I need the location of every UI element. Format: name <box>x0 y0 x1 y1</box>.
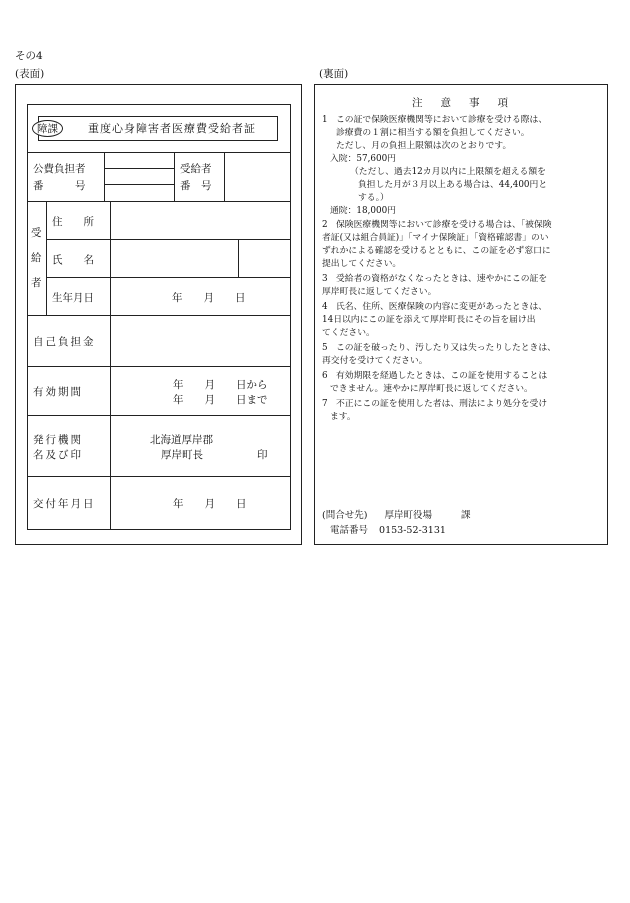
note-2: 2 保険医療機関等において診療を受ける場合は、「被保険 者証(又は組合員証)」「マイナ保険証」「資格確認書」のい ずれかによる確認を受けるとともに、この証を必ず窓口に 提出してください。 <box>322 220 552 269</box>
validity-label: 有効期間 <box>33 386 83 398</box>
note-1-inpatient: 入院：57,600円 <box>330 154 396 164</box>
phone-number: 0153-52-3131 <box>379 525 446 536</box>
recipient-group-char-3: 者 <box>31 277 42 289</box>
note-1-inpatient-detail: （ただし、過去12カ月以内に上限額を超える額を 負担した月が３月以上ある場合は、44,400円と する。） <box>350 167 548 203</box>
back-side-label: (裏面) <box>319 68 349 80</box>
note-4: 4 氏名、住所、医療保険の内容に変更があったときは、 14日以内にこの証を添えて厚岸町長にその旨を届け出 てください。 <box>322 302 548 338</box>
notice-title: 注 意 事 項 <box>412 97 510 109</box>
note-3: 3 受給者の資格がなくなったときは、速やかにこの証を 厚岸町長に返してください。 <box>322 274 548 297</box>
issue-date-value: 年 月 日 <box>173 498 247 510</box>
phone-label: 電話番号 <box>330 525 369 536</box>
note-1: 1 この証で保険医療機関等において診療を受ける際は、 診療費の１割に相当する額を負担してください。 ただし、月の負担上限額は次のとおりです。 <box>322 115 548 151</box>
issuer-label-1: 発行機関 <box>33 434 83 446</box>
issuer-seal: 印 <box>257 449 268 461</box>
note-5: 5 この証を破ったり、汚したり又は失ったりしたときは、 再交付を受けてください。 <box>322 343 556 366</box>
title-badge: 障課 <box>32 120 63 137</box>
name-label: 氏 名 <box>52 254 94 266</box>
address-label: 住 所 <box>52 216 94 228</box>
contact-block <box>322 508 471 538</box>
issuer-value-1: 北海道厚岸郡 <box>150 434 213 446</box>
page-label: その4 <box>15 50 43 62</box>
issuer-value-2: 厚岸町長 <box>161 449 203 461</box>
certificate-title: 重度心身障害者医療費受給者証 <box>88 122 256 135</box>
birthdate-label: 生年月日 <box>52 292 94 304</box>
note-1-outpatient: 通院：18,000円 <box>330 206 396 216</box>
note-7: 7 不正にこの証を使用した者は、刑法により処分を受け ます。 <box>322 399 548 422</box>
issuer-label-2: 名及び印 <box>33 449 83 461</box>
notes-list <box>322 114 604 424</box>
issue-date-label: 交付年月日 <box>33 498 96 510</box>
recipient-number-label-2: 番 号 <box>180 180 212 192</box>
note-6: 6 有効期限を経過したときは、この証を使用することは できません。速やかに厚岸町長に返してください。 <box>322 371 548 394</box>
burden-number-label-1: 公費負担者 <box>33 163 86 175</box>
recipient-group-char-2: 給 <box>31 252 42 264</box>
recipient-group-char-1: 受 <box>31 227 42 239</box>
validity-to: 年 月 日まで <box>173 394 268 406</box>
contact-label: (問合せ先) <box>322 510 368 521</box>
contact-office: 厚岸町役場 <box>384 510 432 521</box>
burden-number-label-2: 番 号 <box>33 180 86 192</box>
contact-section: 課 <box>461 510 471 521</box>
recipient-number-label-1: 受給者 <box>180 163 212 175</box>
copay-label: 自己負担金 <box>33 336 96 348</box>
front-side-label: (表面) <box>15 68 45 80</box>
validity-from: 年 月 日から <box>173 379 268 391</box>
birthdate-value: 年 月 日 <box>172 292 246 304</box>
